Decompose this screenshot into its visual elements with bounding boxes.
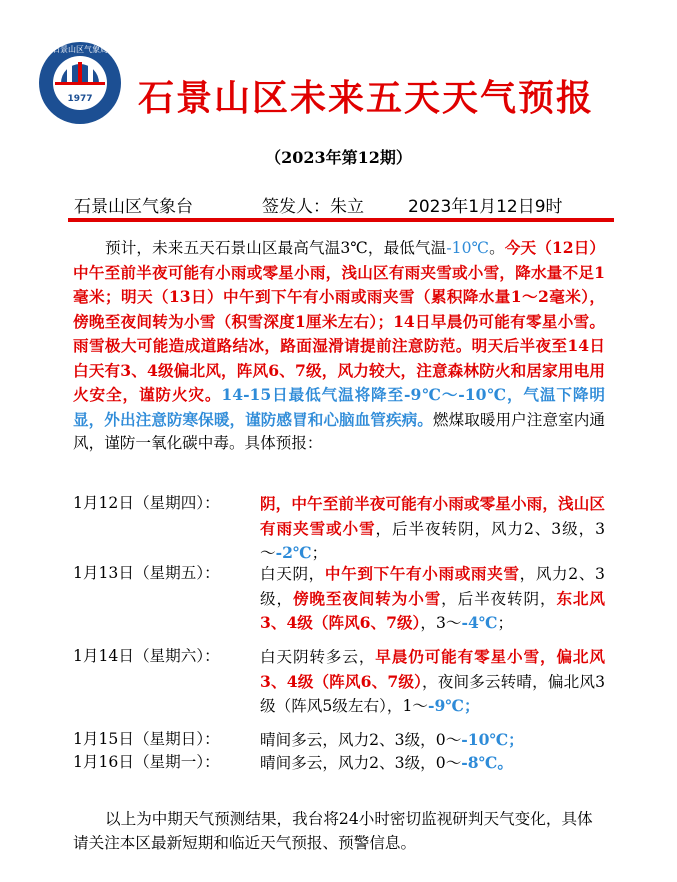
summary-red-warning: 今天（12日）中午至前半夜可能有小雨或零星小雨，浅山区有雨夹雪或小雪，降水量不足1毫米；明天（13日）中午到下午有小雨或雨夹雪（累积降水量1～2毫米），傍晚至夜间转为小雪（积雪深度1厘米左右）；14日早晨仍可能有零星小雪。雨雪极大可能造成道路结冰，路面湿滑请提前注意防范。明天后半夜至14日白天有3、4级偏北风，阵风6、7级，风力较大，注意森林防火和居家用电用火安全，谨防火灾。 [73,238,605,404]
forecast-text-segment: 阴，中午至前半夜可能有小雨或零星小雨，浅山区有雨夹雪或小雪 [260,494,605,538]
forecast-description [260,645,605,719]
logo-year: 1977 [67,94,93,104]
forecast-text-segment: -9℃ [427,696,464,715]
forecast-date: 1月16日（星期一）： [73,753,220,771]
forecast-text-segment: 傍晚至夜间转为小雪 [292,588,442,608]
forecast-text-segment: ； [464,696,480,715]
forecast-text-segment: ，后半夜转阴， [441,589,557,608]
summary-low-temp: -10℃ [446,239,490,257]
summary-cold-warning: 14-15日最低气温将降至-9℃～-10℃，气温下降明显，外出注意防寒保暖，谨防感冒和心脑血管疾病。 [73,385,605,429]
forecast-text-segment: -4℃ [461,613,498,632]
forecast-text-segment: ； [508,730,524,749]
forecast-text-segment: 白天阴， [260,565,325,583]
page-title: 石景山区未来五天天气预报 [138,77,595,119]
summary-intro-end: 。 [489,239,505,257]
forecast-description [260,562,605,636]
issuing-organization: 石景山区气象台 [74,197,193,217]
issue-datetime: 2023年1月12日9时 [408,197,563,217]
forecast-text-segment: ； [311,544,328,562]
summary-intro: 预计，未来五天石景山区最高气温3℃，最低气温 [105,239,447,257]
forecast-text-segment: 。 [497,753,513,772]
summary-paragraph [73,236,605,456]
meteorological-bureau-logo-icon [37,40,123,126]
forecast-text-segment: 白天阴转多云， [260,648,376,666]
forecast-description [260,751,605,776]
issue-number: （2023年第12期） [265,148,412,167]
forecast-text-segment: -2℃ [275,543,312,562]
logo-text: 石景山区气象局 [52,45,108,54]
forecast-date: 1月15日（星期日）： [73,730,220,748]
forecast-text-segment: 早晨仍可能有零星小雪，偏北风3、4级（阵风6、7级） [260,647,605,691]
signer: 签发人：朱立 [262,197,364,217]
forecast-text-segment: 晴间多云，风力2、3级，0～ [260,731,462,749]
forecast-text-segment: ，3～ [420,614,462,632]
forecast-text-segment: ，后半夜转阴，风力2、3级，3～ [260,519,605,562]
forecast-text-segment: 东北风3、4级（阵风6、7级） [260,588,605,632]
forecast-description [260,728,605,753]
closing-paragraph: 以上为中期天气预测结果，我台将24小时密切监视研判天气变化，具体请关注本区最新短期和临近天气预报、预警信息。 [73,810,593,852]
forecast-date: 1月12日（星期四）： [73,494,220,512]
forecast-text-segment: ，风力2、3级， [260,565,605,608]
header-divider [68,218,614,222]
forecast-text-segment: ； [497,614,514,632]
forecast-text-segment: ，夜间多云转晴，偏北风3级（阵风5级左右），1～ [260,672,605,715]
summary-closing-advice: 燃煤取暖用户注意室内通风，谨防一氧化碳中毒。具体预报： [73,410,605,452]
forecast-text-segment: 晴间多云，风力2、3级，0～ [260,754,462,772]
forecast-description [260,492,605,566]
forecast-text-segment: -8℃ [461,753,498,772]
forecast-text-segment: -10℃ [461,730,509,749]
forecast-date: 1月13日（星期五）： [73,564,220,582]
forecast-date: 1月14日（星期六）： [73,647,220,665]
forecast-text-segment: 中午到下午有小雨或雨夹雪 [324,564,520,583]
